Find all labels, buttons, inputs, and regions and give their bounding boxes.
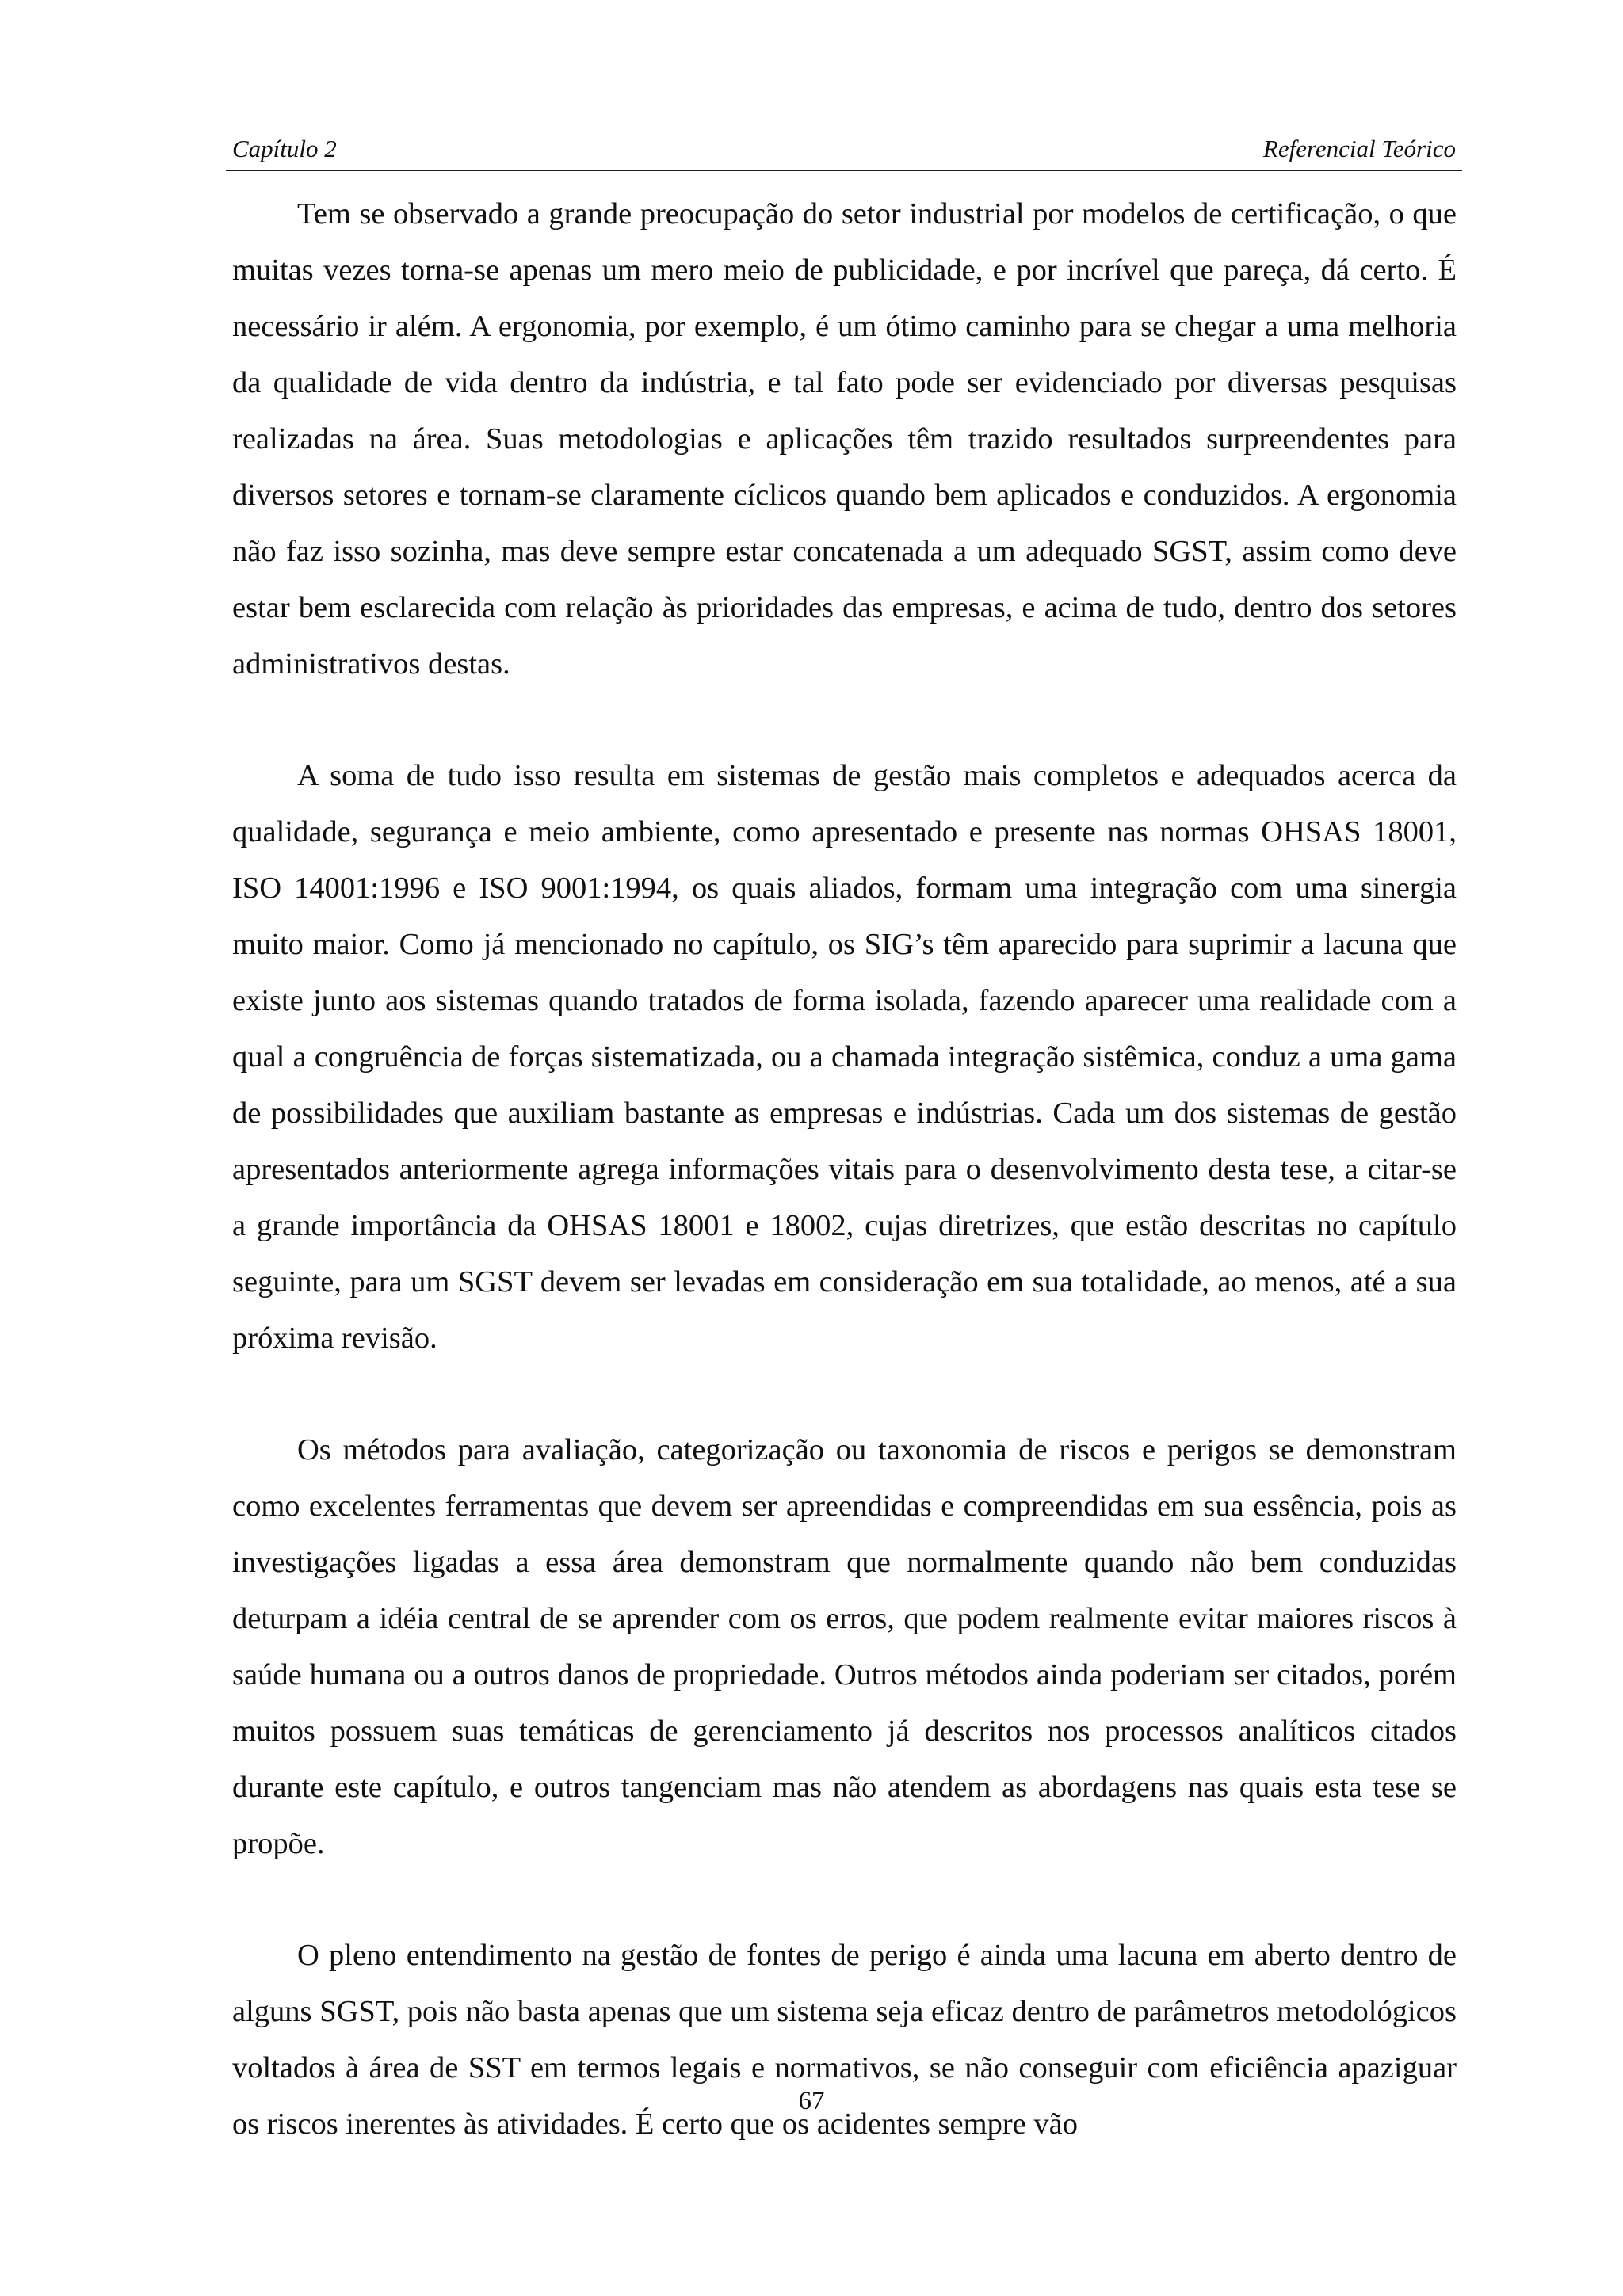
paragraph: O pleno entendimento na gestão de fontes de perigo é ainda uma lacuna em aberto dentro de alguns SGST, pois não basta apenas que um sistema seja eficaz dentro de parâmetros metodológicos voltados à área de SST em termos legais e normativos, se não conseguir com eficiência apaziguar os riscos inerentes às atividades. É certo que os acidentes sempre vão [232,1939,1457,2141]
running-header [226,133,1462,171]
paragraph: A soma de tudo isso resulta em sistemas de gestão mais completos e adequados acerca da qualidade, segurança e meio ambiente, como apresentado e presente nas normas OHSAS 18001, ISO 14001:1996 e ISO 9001:1994, os quais aliados, formam uma integração com uma sinergia muito maior. Como já mencionado no capítulo, os SIG’s têm aparecido para suprimir a lacuna que existe junto aos sistemas quando tratados de forma isolada, fazendo aparecer uma realidade com a qual a congruência de forças sistematizada, ou a chamada integração sistêmica, conduz a uma gama de possibilidades que auxiliam bastante as empresas e indústrias. Cada um dos sistemas de gestão apresentados anteriormente agrega informações vitais para o desenvolvimento desta tese, a citar-se a grande importância da OHSAS 18001 e 18002, cujas diretrizes, que estão descritas no capítulo seguinte, para um SGST devem ser levadas em consideração em sua totalidade, ao menos, até a sua próxima revisão. [232,759,1457,1355]
header-chapter: Capítulo 2 [232,135,337,162]
paragraph: Tem se observado a grande preocupação do setor industrial por modelos de certificação, o que muitas vezes torna-se apenas um mero meio de publicidade, e por incrível que pareça, dá certo. É necessário ir além. A ergonomia, por exemplo, é um ótimo caminho para se chegar a uma melhoria da qualidade de vida dentro da indústria, e tal fato pode ser evidenciado por diversas pesquisas realizadas na área. Suas metodologias e aplicações têm trazido resultados surpreendentes para diversos setores e tornam-se claramente cíclicos quando bem aplicados e conduzidos. A ergonomia não faz isso sozinha, mas deve sempre estar concatenada a um adequado SGST, assim como deve estar bem esclarecida com relação às prioridades das empresas, e acima de tudo, dentro dos setores administrativos destas. [232,197,1457,681]
header-section-title: Referencial Teórico [1262,135,1456,162]
paragraph: Os métodos para avaliação, categorização ou taxonomia de riscos e perigos se demonstram como excelentes ferramentas que devem ser apreendidas e compreendidas em sua essência, pois as investigações ligadas a essa área demonstram que normalmente quando não bem conduzidas deturpam a idéia central de se aprender com os erros, que podem realmente evitar maiores riscos à saúde humana ou a outros danos de propriedade. Outros métodos ainda poderiam ser citados, porém muitos possuem suas temáticas de gerenciamento já descritos nos processos analíticos citados durante este capítulo, e outros tangenciam mas não atendem as abordagens nas quais esta tese se propõe. [232,1433,1457,1860]
page-number: 67 [798,2087,825,2115]
body-text [232,186,1457,2208]
